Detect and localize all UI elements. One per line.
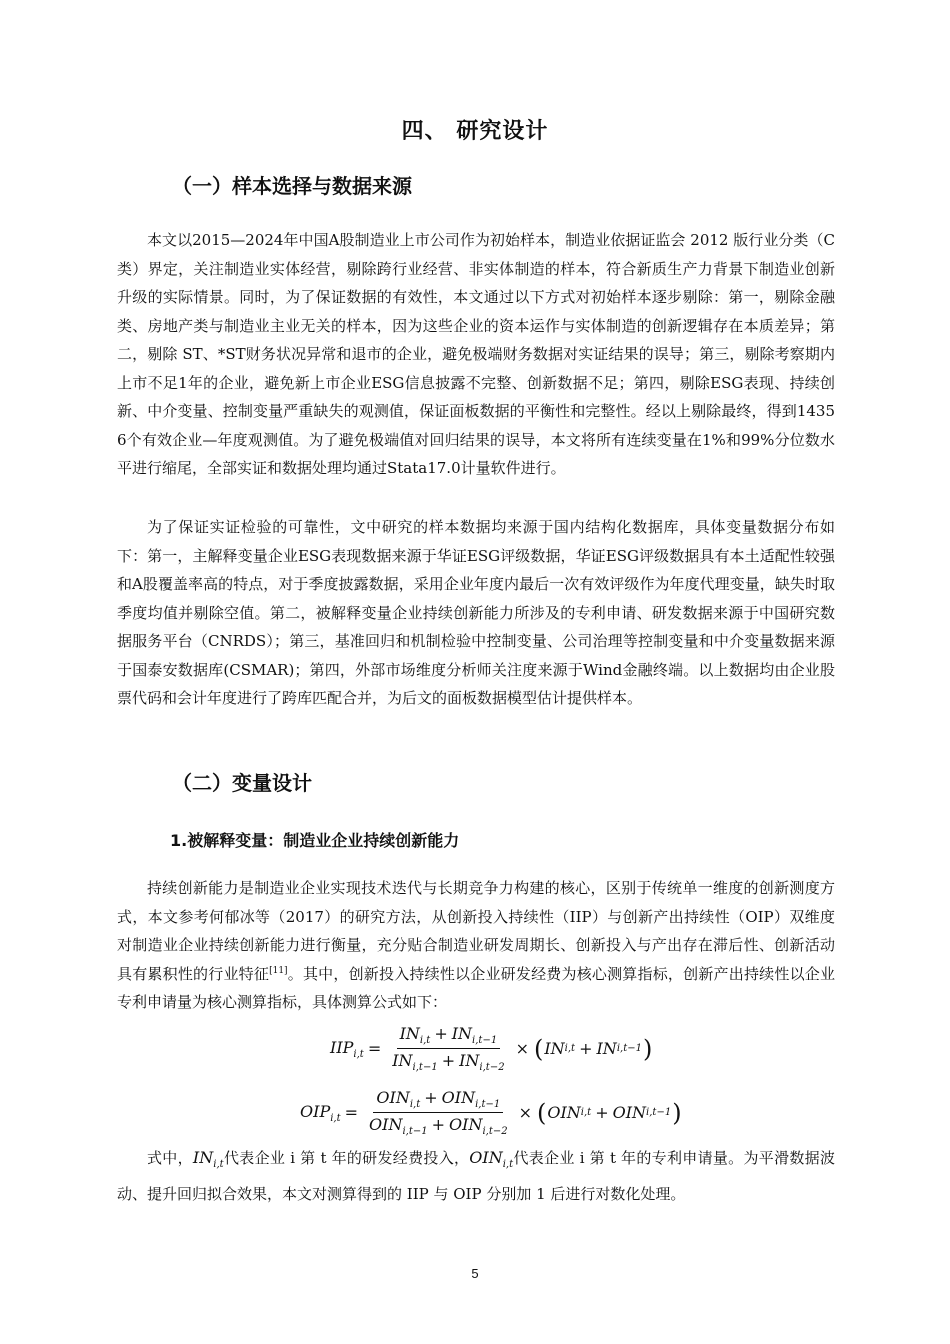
- inline-var-oin: $OIN_{i,t}$: [469, 1148, 514, 1170]
- formula-oip-fraction: $\frac{OIN_{i,t} + OIN_{i,t-1}}{OIN_{i,t-1} + OIN_{i,t-2}}$: [369, 1088, 508, 1137]
- citation-ref: [11]: [269, 965, 288, 976]
- paragraph-innovation-text-continued: 。其中，创新投入持续性以企业研发经费为核心测算指标，创新产出持续性以企业专利申请量为核心测算指标，具体测算公式如下：: [117, 964, 835, 1011]
- chapter-title: 四、 研究设计: [401, 119, 549, 144]
- paragraph-innovation-text: 持续创新能力是制造业企业实现技术迭代与长期竞争力构建的核心，区别于传统单一维度的创新测度方式，本文参考何郁冰等（2017）的研究方法，从创新投入持续性（IIP）与创新产出持续性（OIP）双维度对制造业企业持续创新能力进行衡量，充分贴合制造业研发周期长、创新投入与产出存在滞后性、创新活动具有累积性的行业特征: [117, 879, 835, 983]
- subsection-title-dependent-variable: 1.被解释变量：制造业企业持续创新能力: [170, 831, 460, 850]
- formula-oip-lhs: $OIP_{i,t}$: [300, 1101, 341, 1124]
- formula-iip-fraction: $\frac{IN_{i,t} + IN_{i,t-1}}{IN_{i,t-1} + IN_{i,t-2}}$: [392, 1024, 505, 1073]
- formula-iip-lhs: $IIP_{i,t}$: [330, 1037, 364, 1060]
- page-number: 5: [471, 1266, 479, 1281]
- document-page: 四、 研究设计 （一）样本选择与数据来源 本文以2015—2024年中国A股制造业上市公司作为初始样本，制造业依据证监会 2012 版行业分类（C 类）界定，关注制造业实体经营，剔除跨行业经营、非实体制造的样本，符合新质生产力背景下制造业创新升级的实际情景。同时，为了保证数据的有效性，本文通过以下方式对初始样本逐步剔除：第一，剔除金融类、房地产类与制造业主业无关的样本，因为这些企业的资本运作与实体制造的创新逻辑存在本质差异；第二，剔除 ST、*ST财务状况异常和退市的企业，避免极端财务数据对实证结果的误导；第三，剔除考察期内上市不足1年的企业，避免新上市企业ESG信息披露不完整、创新数据不足；第四，剔除ESG表现、持续创新、中介变量、控制变量严重缺失的观测值，保证面板数据的平衡性和完整性。经以上剔除最终，得到14356个有效企业—年度观测值。为了避免极端值对回归结果的误导，本文将所有连续变量在1%和99%分位数水平进行缩尾，全部实证和数据处理均通过Stata17.0计量软件进行。 为了保证实证检验的可靠性，文中研究的样本数据均来源于国内结构化数据库，具体变量数据分布如下：第一，主解释变量企业ESG表现数据来源于华证ESG评级数据，华证ESG评级数据具有本土适配性较强和A股覆盖率高的特点，对于季度披露数据，采用企业年度内最后一次有效评级作为年度代理变量，缺失时取季度均值并剔除空值。第二，被解释变量企业持续创新能力所涉及的专利申请、研发数据来源于中国研究数据服务平台（CNRDS）；第三，基准回归和机制检验中控制变量、公司治理等控制变量和中介变量数据来源于国泰安数据库(CSMAR)；第四，外部市场维度分析师关注度来源于Wind金融终端。以上数据均由企业股票代码和会计年度进行了跨库匹配合并，为后文的面板数据模型估计提供样本。 （二）变量设计 1.被解释变量：制造业企业持续创新能力 持续创新能力是制造业企业实现技术迭代与长期竞争力构建的核心，区别于传统单一维度的创新测度方式，本文参考何郁冰等（2017）的研究方法，从创新投入持续性（IIP）与创新产出持续性（OIP）双维度对制造业企业持续创新能力进行衡量，充分贴合制造业研发周期长、创新投入与产出存在滞后性、创新活动具有累积性的行业特征[11]。其中，创新投入持续性以企业研发经费为核心测算指标，创新产出持续性以企业专利申请量为核心测算指标，具体测算公式如下： $IIP_{i,t}$ = $\frac{IN_{i,t} + IN_{i,t-1}}{IN_{i,t-1} + IN_{i,t-2}}$ × ( IN i,t + IN i,t−1 ) $OIP_{i,t}$ = $\frac{OIN_{i,t} + OIN_{i,t-1}}{OIN_{i,t-1} + OIN_{i,t-2}}$ × ( OIN i,t + OIN i,t−1 ) 式中，$IN_{i,t}$代表企业 i 第 t 年的研发经费投入，$OIN_{i,t}$代表企业 i 第 t 年的专利申请量。为平滑数据波动、提升回归拟合效果，本文对测算得到的 IIP 与 OIP 分别加 1 后进行对数化处理。 5: [0, 0, 950, 1344]
- inline-var-in: $IN_{i,t}$: [192, 1148, 224, 1170]
- paragraph-formula-explanation: 式中，$IN_{i,t}$代表企业 i 第 t 年的研发经费投入，$OIN_{i,t}$代表企业 i 第 t 年的专利申请量。为平滑数据波动、提升回归拟合效果，本文对测算得到的 IIP 与 OIP 分别加 1 后进行对数化处理。: [117, 1148, 835, 1203]
- paragraph-sample-selection: 本文以2015—2024年中国A股制造业上市公司作为初始样本，制造业依据证监会 2012 版行业分类（C 类）界定，关注制造业实体经营，剔除跨行业经营、非实体制造的样本，符合新质生产力背景下制造业创新升级的实际情景。同时，为了保证数据的有效性，本文通过以下方式对初始样本逐步剔除：第一，剔除金融类、房地产类与制造业主业无关的样本，因为这些企业的资本运作与实体制造的创新逻辑存在本质差异；第二，剔除 ST、*ST财务状况异常和退市的企业，避免极端财务数据对实证结果的误导；第三，剔除考察期内上市不足1年的企业，避免新上市企业ESG信息披露不完整、创新数据不足；第四，剔除ESG表现、持续创新、中介变量、控制变量严重缺失的观测值，保证面板数据的平衡性和完整性。经以上剔除最终，得到14356个有效企业—年度观测值。为了避免极端值对回归结果的误导，本文将所有连续变量在1%和99%分位数水平进行缩尾，全部实证和数据处理均通过Stata17.0计量软件进行。: [117, 231, 835, 477]
- paragraph-data-sources: 为了保证实证检验的可靠性，文中研究的样本数据均来源于国内结构化数据库，具体变量数据分布如下：第一，主解释变量企业ESG表现数据来源于华证ESG评级数据，华证ESG评级数据具有本土适配性较强和A股覆盖率高的特点，对于季度披露数据，采用企业年度内最后一次有效评级作为年度代理变量，缺失时取季度均值并剔除空值。第二，被解释变量企业持续创新能力所涉及的专利申请、研发数据来源于中国研究数据服务平台（CNRDS）；第三，基准回归和机制检验中控制变量、公司治理等控制变量和中介变量数据来源于国泰安数据库(CSMAR)；第四，外部市场维度分析师关注度来源于Wind金融终端。以上数据均由企业股票代码和会计年度进行了跨库匹配合并，为后文的面板数据模型估计提供样本。: [117, 518, 835, 707]
- paragraph-innovation-measure: [117, 874, 835, 1017]
- section-title-variables: （二）变量设计: [172, 771, 312, 795]
- section-title-sample: （一）样本选择与数据来源: [172, 174, 412, 198]
